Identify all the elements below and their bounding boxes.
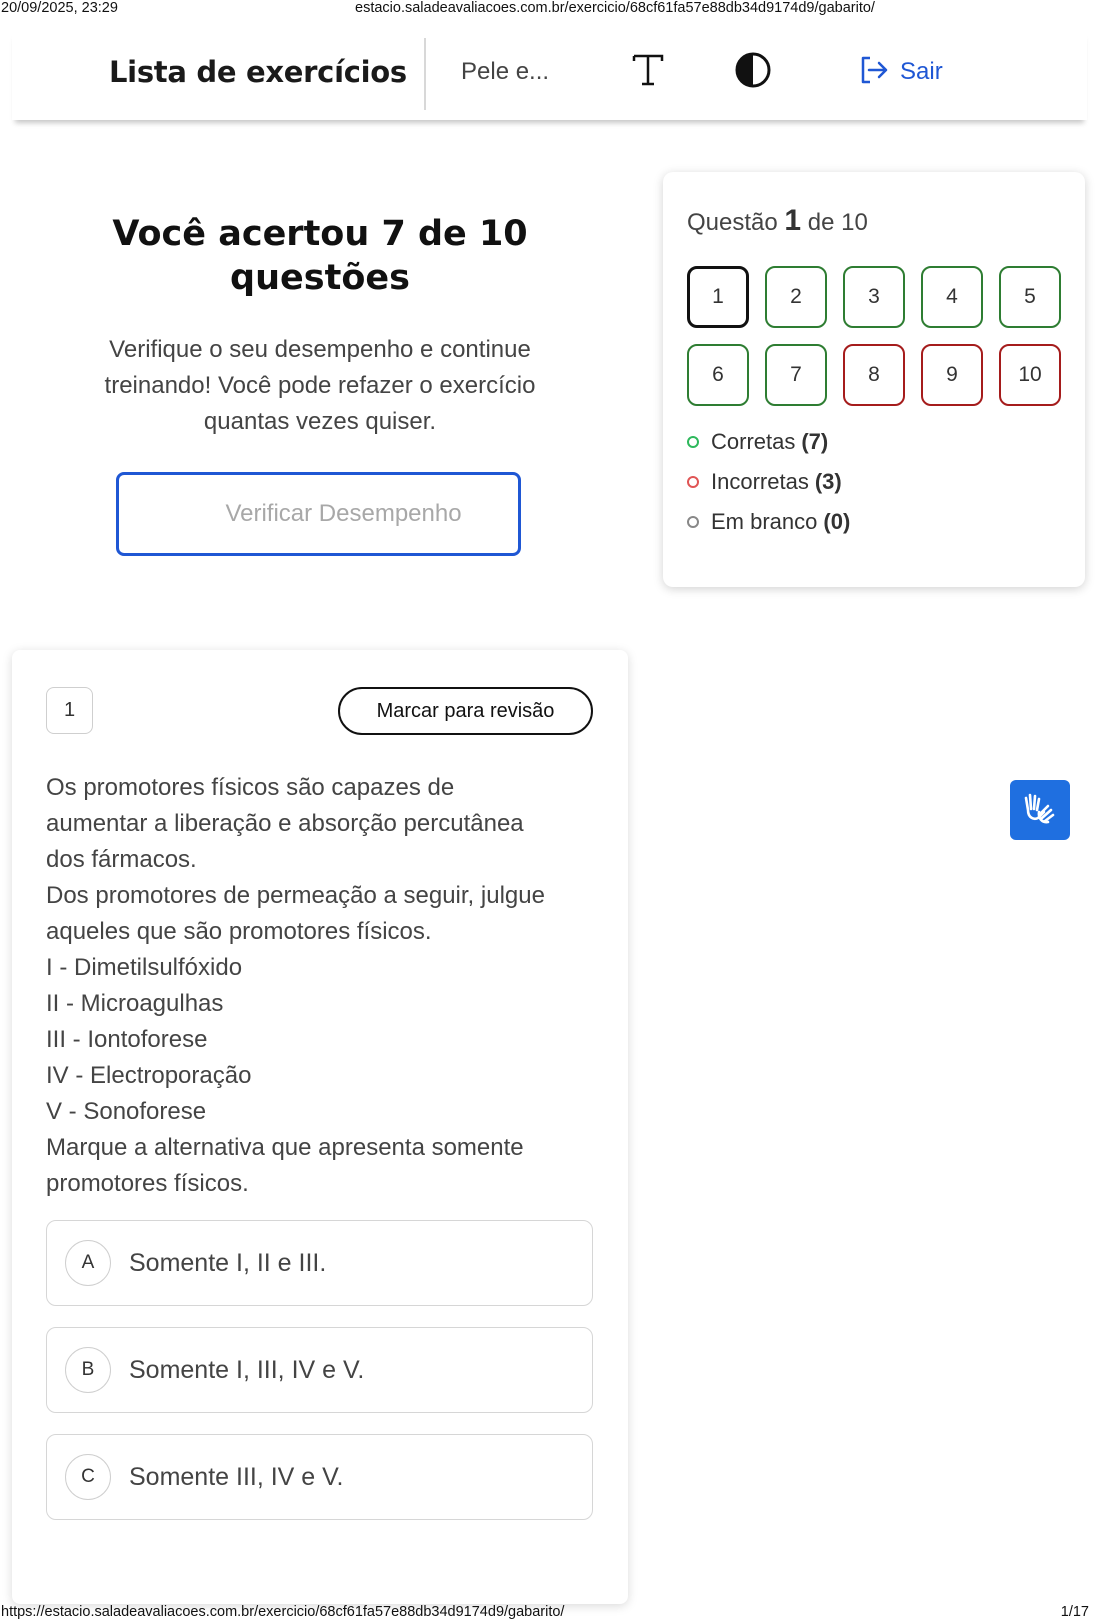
- question-grid: [687, 266, 1061, 406]
- status-dot-icon: [687, 436, 699, 448]
- statement-line: dos fármacos.: [46, 846, 197, 873]
- print-url: estacio.saladeavaliacoes.com.br/exercicio/68cf61fa57e88db34d9174d9/gabarito/: [355, 0, 875, 16]
- contrast-icon[interactable]: [733, 50, 773, 90]
- question-nav-button[interactable]: 4: [921, 266, 983, 328]
- question-nav-button[interactable]: 9: [921, 344, 983, 406]
- exercise-breadcrumb[interactable]: Pele e...: [461, 58, 550, 85]
- question-nav-button[interactable]: 3: [843, 266, 905, 328]
- logout-label: Sair: [900, 58, 943, 85]
- question-number: 1: [46, 687, 93, 734]
- legend-item: [687, 462, 850, 502]
- mark-for-review-button[interactable]: Marcar para revisão: [338, 687, 593, 735]
- logout-button[interactable]: [858, 52, 943, 92]
- logout-icon: [858, 54, 890, 91]
- result-summary: [60, 212, 580, 440]
- statement-line: I - Dimetilsulfóxido: [46, 954, 243, 981]
- question-counter: [687, 204, 868, 238]
- statement-line: Marque a alternativa que apresenta somente: [46, 1134, 524, 1161]
- print-footer-url: https://estacio.saladeavaliacoes.com.br/exercicio/68cf61fa57e88db34d9174d9/gabarito/: [1, 1604, 565, 1620]
- answer-option[interactable]: [46, 1220, 593, 1306]
- counter-suffix: de 10: [807, 209, 868, 236]
- question-nav-button[interactable]: 2: [765, 266, 827, 328]
- print-datetime: 20/09/2025, 23:29: [1, 0, 118, 16]
- result-heading-line2: questões: [230, 258, 410, 298]
- option-letter: A: [65, 1240, 111, 1286]
- legend-count: (3): [814, 469, 842, 494]
- question-nav-button[interactable]: 6: [687, 344, 749, 406]
- legend-label: Corretas: [711, 429, 796, 454]
- counter-prefix: Questão: [687, 209, 778, 236]
- question-nav-button[interactable]: 1: [687, 266, 749, 328]
- print-header: [0, 0, 1097, 18]
- legend-item: [687, 502, 850, 542]
- statement-line: V - Sonoforese: [46, 1098, 207, 1125]
- print-footer: [0, 1604, 1097, 1622]
- option-text: Somente I, II e III.: [129, 1248, 327, 1277]
- result-message: Verifique o seu desempenho e continue treinando! Você pode refazer o exercício quantas vezes quiser.: [104, 336, 536, 435]
- sign-language-button[interactable]: [1010, 780, 1070, 840]
- legend-count: (0): [823, 509, 851, 534]
- statement-line: aumentar a liberação e absorção percutânea: [46, 810, 524, 837]
- verify-performance-button[interactable]: Verificar Desempenho: [116, 472, 521, 556]
- status-legend: [687, 422, 850, 542]
- answer-option[interactable]: [46, 1327, 593, 1413]
- print-page-counter: 1/17: [1060, 1604, 1089, 1620]
- status-dot-icon: [687, 516, 699, 528]
- question-nav-button[interactable]: 5: [999, 266, 1061, 328]
- statement-line: Dos promotores de permeação a seguir, julgue: [46, 882, 545, 909]
- legend-label: Incorretas: [711, 469, 809, 494]
- statement-line: III - Iontoforese: [46, 1026, 208, 1053]
- header-divider: [424, 38, 426, 110]
- option-text: Somente III, IV e V.: [129, 1462, 344, 1491]
- counter-current: 1: [784, 204, 802, 237]
- sign-language-hands-icon: [1020, 788, 1060, 833]
- option-text: Somente I, III, IV e V.: [129, 1355, 365, 1384]
- question-nav-button[interactable]: 8: [843, 344, 905, 406]
- legend-count: (7): [801, 429, 829, 454]
- statement-line: promotores físicos.: [46, 1170, 249, 1197]
- option-letter: C: [65, 1454, 111, 1500]
- option-letter: B: [65, 1347, 111, 1393]
- statement-line: II - Microagulhas: [46, 990, 224, 1017]
- statement-line: IV - Electroporação: [46, 1062, 252, 1089]
- statement-line: aqueles que são promotores físicos.: [46, 918, 432, 945]
- font-size-icon[interactable]: [630, 50, 666, 90]
- answer-option[interactable]: [46, 1434, 593, 1520]
- question-nav-button[interactable]: 10: [999, 344, 1061, 406]
- question-nav-button[interactable]: 7: [765, 344, 827, 406]
- question-card: [12, 650, 628, 1604]
- statement-line: Os promotores físicos são capazes de: [46, 774, 455, 801]
- question-navigator-panel: [663, 172, 1085, 587]
- result-heading-line1: Você acertou 7 de 10: [112, 214, 528, 254]
- question-statement: [46, 770, 596, 1202]
- legend-item: [687, 422, 850, 462]
- status-dot-icon: [687, 476, 699, 488]
- legend-label: Em branco: [711, 509, 818, 534]
- result-heading: [60, 212, 580, 300]
- top-navigation-bar: [12, 30, 1087, 120]
- app-title: Lista de exercícios: [109, 55, 407, 89]
